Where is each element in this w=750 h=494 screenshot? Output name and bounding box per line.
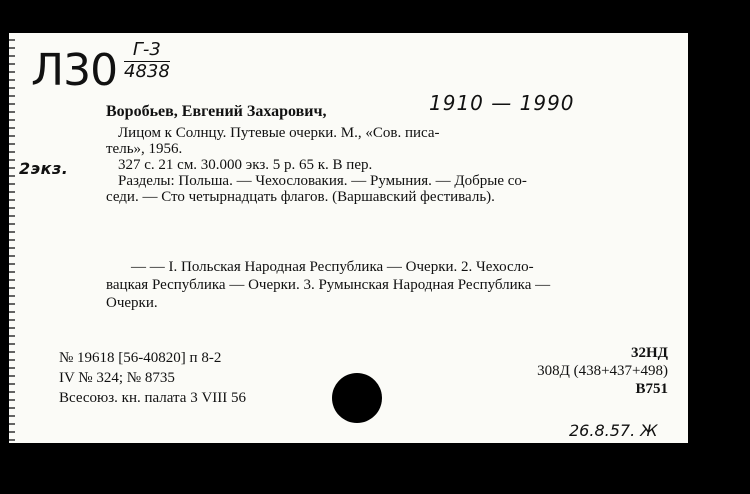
shelf-code-top: Г-3: [132, 39, 161, 60]
punch-hole: [332, 373, 382, 423]
classification-code: 32НД: [631, 345, 668, 361]
date-note-handwritten: 26.8.57. Ж: [569, 421, 658, 440]
author-mark: В751: [635, 381, 668, 397]
copies-note-handwritten: 2экз.: [19, 159, 69, 178]
sections-line-2: седи. — Сто четырнадцать флагов. (Варшавский фестиваль).: [106, 189, 495, 205]
catalog-card: [9, 33, 688, 443]
author-years-handwritten: 1910 — 1990: [429, 91, 575, 115]
record-codes: IV № 324; № 8735: [59, 370, 175, 386]
contents-line-1: — — I. Польская Народная Республика — Очерки. 2. Чехосло-: [131, 259, 534, 275]
shelf-mark-handwritten: Л30: [31, 45, 118, 96]
udc-code: 308Д (438+437+498): [537, 363, 668, 379]
contents-line-3: Очерки.: [106, 295, 158, 311]
card-footer-right: [537, 344, 668, 398]
author-name: Воробьев, Евгений Захарович,: [106, 103, 327, 120]
publisher-line: тель», 1956.: [106, 141, 183, 157]
bibliographic-description: [106, 125, 666, 205]
shelf-code-bottom: 4838: [124, 60, 170, 82]
card-footer-left: [59, 348, 246, 408]
record-number: № 19618 [56-40820] п 8-2: [59, 350, 222, 366]
title-line: Лицом к Солнцу. Путевые очерки. М., «Сов. писа-: [118, 125, 440, 141]
contents-note: [106, 258, 671, 312]
shelf-code-fraction: [124, 41, 170, 82]
physical-description: 327 с. 21 см. 30.000 экз. 5 р. 65 к. В пер.: [118, 157, 373, 173]
author-heading: [106, 103, 327, 121]
chamber-stamp: Всесоюз. кн. палата 3 VIII 56: [59, 390, 247, 406]
contents-line-2: вацкая Республика — Очерки. 3. Румынская Народная Республика —: [106, 277, 551, 293]
sections-line-1: Разделы: Польша. — Чехословакия. — Румыния. — Добрые со-: [118, 173, 527, 189]
